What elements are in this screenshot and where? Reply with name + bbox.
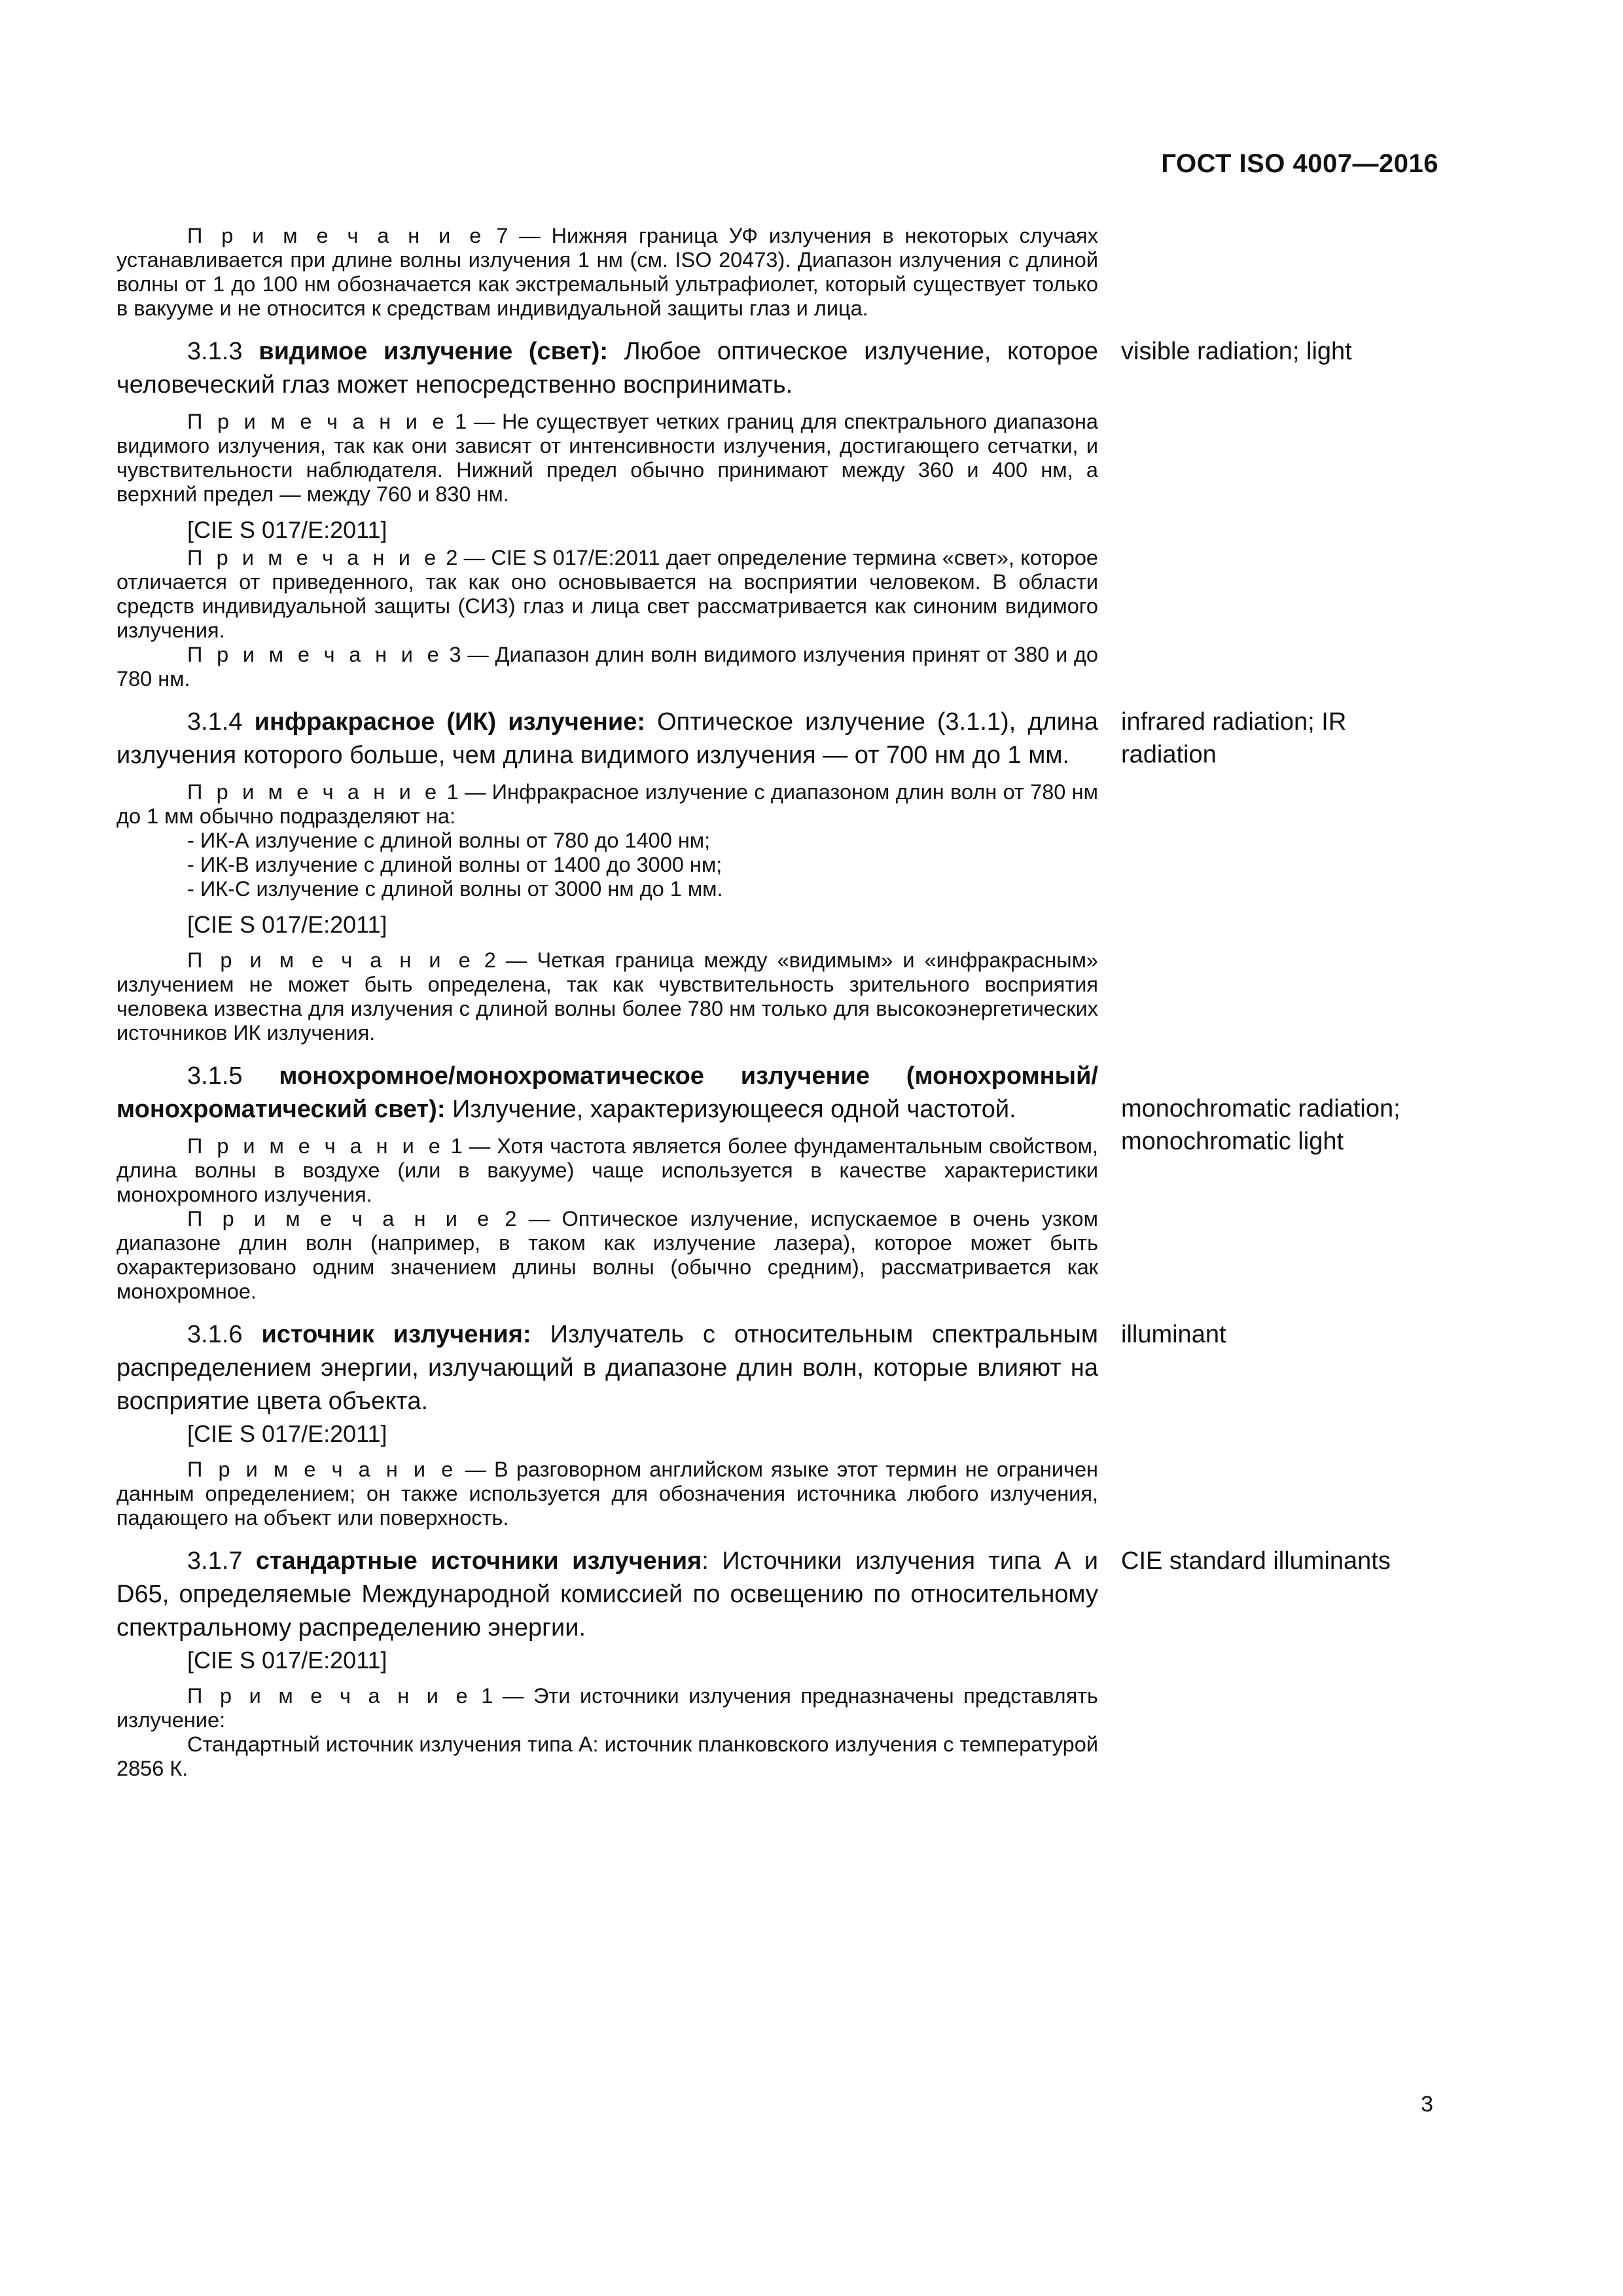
page-number: 3 xyxy=(1421,2092,1433,2117)
english-term: visible radiation; light xyxy=(1121,338,1352,365)
entry-3-1-5 xyxy=(116,1060,1448,1304)
term-definition: 3.1.3 видимое излучение (свет): Любое оптическое излучение, которое человеческий глаз может непосредственно воспринимать. xyxy=(116,338,1098,399)
note-1: П р и м е ч а н и е 1 — Не существует четких границ для спектрального диапазона видимого излучения, так как они зависят от интенсивности излучения, достигающего сетчатки, и чувствительности наблюдателя. Нижний предел обычно принимают между 360 и 400 нм, а верхний предел — между 760 и 830 нм. xyxy=(116,410,1098,506)
term-name: стандартные источники излучения xyxy=(255,1547,702,1575)
note-1: П р и м е ч а н и е 1 — Хотя частота является более фундаментальным свойством, длина волны в воздухе (или в вакууме) чаще используется в качестве характеристики монохромного излучения. xyxy=(116,1134,1098,1206)
term-name: инфракрасное (ИК) излучение: xyxy=(254,708,646,736)
note-2: П р и м е ч а н и е 2 — Четкая граница между «видимым» и «инфракрасным» излучением не может быть определена, так как чувствительность зрительного восприятия человека известна для излучения с длиной волны более 780 нм только для высокоэнергетических источников ИК излучения. xyxy=(116,948,1098,1045)
english-term: monochromatic radiation; monochromatic light xyxy=(1121,1095,1400,1155)
note-3: П р и м е ч а н и е 3 — Диапазон длин волн видимого излучения принят от 380 и до 780 нм. xyxy=(116,643,1098,691)
entry-3-1-7 xyxy=(116,1545,1448,1781)
note-extra: Стандартный источник излучения типа А: источник планковского излучения с температурой 2856 К. xyxy=(116,1732,1098,1780)
source-reference: [CIE S 017/E:2011] xyxy=(187,911,387,938)
source-reference: [CIE S 017/E:2011] xyxy=(187,1647,387,1674)
source-reference: [CIE S 017/E:2011] xyxy=(187,1420,387,1447)
entry-3-1-3 xyxy=(116,335,1448,691)
list-item: - ИК-С излучение с длиной волны от 3000 нм до 1 мм. xyxy=(187,877,723,901)
term-name: монохромное/монохроматическое излучение (монохромный/монохроматический свет): xyxy=(116,1062,1098,1123)
entry-3-1-6 xyxy=(116,1318,1448,1530)
english-term: CIE standard illuminants xyxy=(1121,1547,1391,1575)
entry-3-1-4 xyxy=(116,706,1448,1045)
document-body xyxy=(116,224,1448,1781)
note-2: П р и м е ч а н и е 2 — CIE S 017/E:2011 дает определение термина «свет», которое отличается от приведенного, так как оно основывается на восприятии человеком. В области средств индивидуальной защиты (СИЗ) глаз и лица свет рассматривается как синоним видимого излучения. xyxy=(116,546,1098,642)
term-name: видимое излучение (свет): xyxy=(259,338,609,365)
source-reference: [CIE S 017/E:2011] xyxy=(187,516,387,543)
english-term: infrared radiation; IR radiation xyxy=(1121,708,1347,768)
list-item: - ИК-А излучение с длиной волны от 780 до 1400 нм; xyxy=(187,829,711,852)
list-item: - ИК-В излучение с длиной волны от 1400 до 3000 нм; xyxy=(187,853,722,876)
note-7: П р и м е ч а н и е 7 — Нижняя граница УФ излучения в некоторых случаях устанавливается при длине волны излучения 1 нм (см. ISO 20473). Диапазон излучения с длиной волны от 1 до 100 нм обозначается как экстремальный ультрафиолет, который существует только в вакууме и не относится к средствам индивидуальной защиты глаз и лица. xyxy=(116,224,1098,320)
note: П р и м е ч а н и е — В разговорном английском языке этот термин не ограничен данным определением; он также используется для обозначения источника любого излучения, падающего на объект или поверхность. xyxy=(116,1458,1098,1530)
term-definition: 3.1.7 стандартные источники излучения: Источники излучения типа А и D65, определяемые Международной комиссией по освещению по относительному спектральному распределению энергии. xyxy=(116,1547,1098,1641)
document-header: ГОСТ ISO 4007—2016 xyxy=(1161,149,1438,178)
english-term: illuminant xyxy=(1121,1321,1226,1348)
note-1: П р и м е ч а н и е 1 — Эти источники излучения предназначены представлять излучение: xyxy=(116,1684,1098,1732)
term-definition: 3.1.6 источник излучения: Излучатель с относительным спектральным распределением энергии, излучающий в диапазоне длин волн, которые влияют на восприятие цвета объекта. xyxy=(116,1321,1098,1415)
term-definition: 3.1.4 инфракрасное (ИК) излучение: Оптическое излучение (3.1.1), длина излучения которого больше, чем длина видимого излучения — от 700 нм до 1 мм. xyxy=(116,708,1099,769)
note-2: П р и м е ч а н и е 2 — Оптическое излучение, испускаемое в очень узком диапазоне длин волн (например, в таком как излучение лазера), которое может быть охарактеризовано одним значением длины волны (обычно средним), рассматривается как монохромное. xyxy=(116,1207,1098,1303)
note-1: П р и м е ч а н и е 1 — Инфракрасное излучение с диапазоном длин волн от 780 нм до 1 мм обычно подразделяют на: xyxy=(116,780,1098,828)
term-name: источник излучения: xyxy=(261,1321,531,1348)
term-definition: 3.1.5 монохромное/монохроматическое излучение (монохромный/монохроматический свет): Излучение, характеризующееся одной частотой. xyxy=(116,1062,1098,1123)
note-7-block xyxy=(116,224,1448,321)
